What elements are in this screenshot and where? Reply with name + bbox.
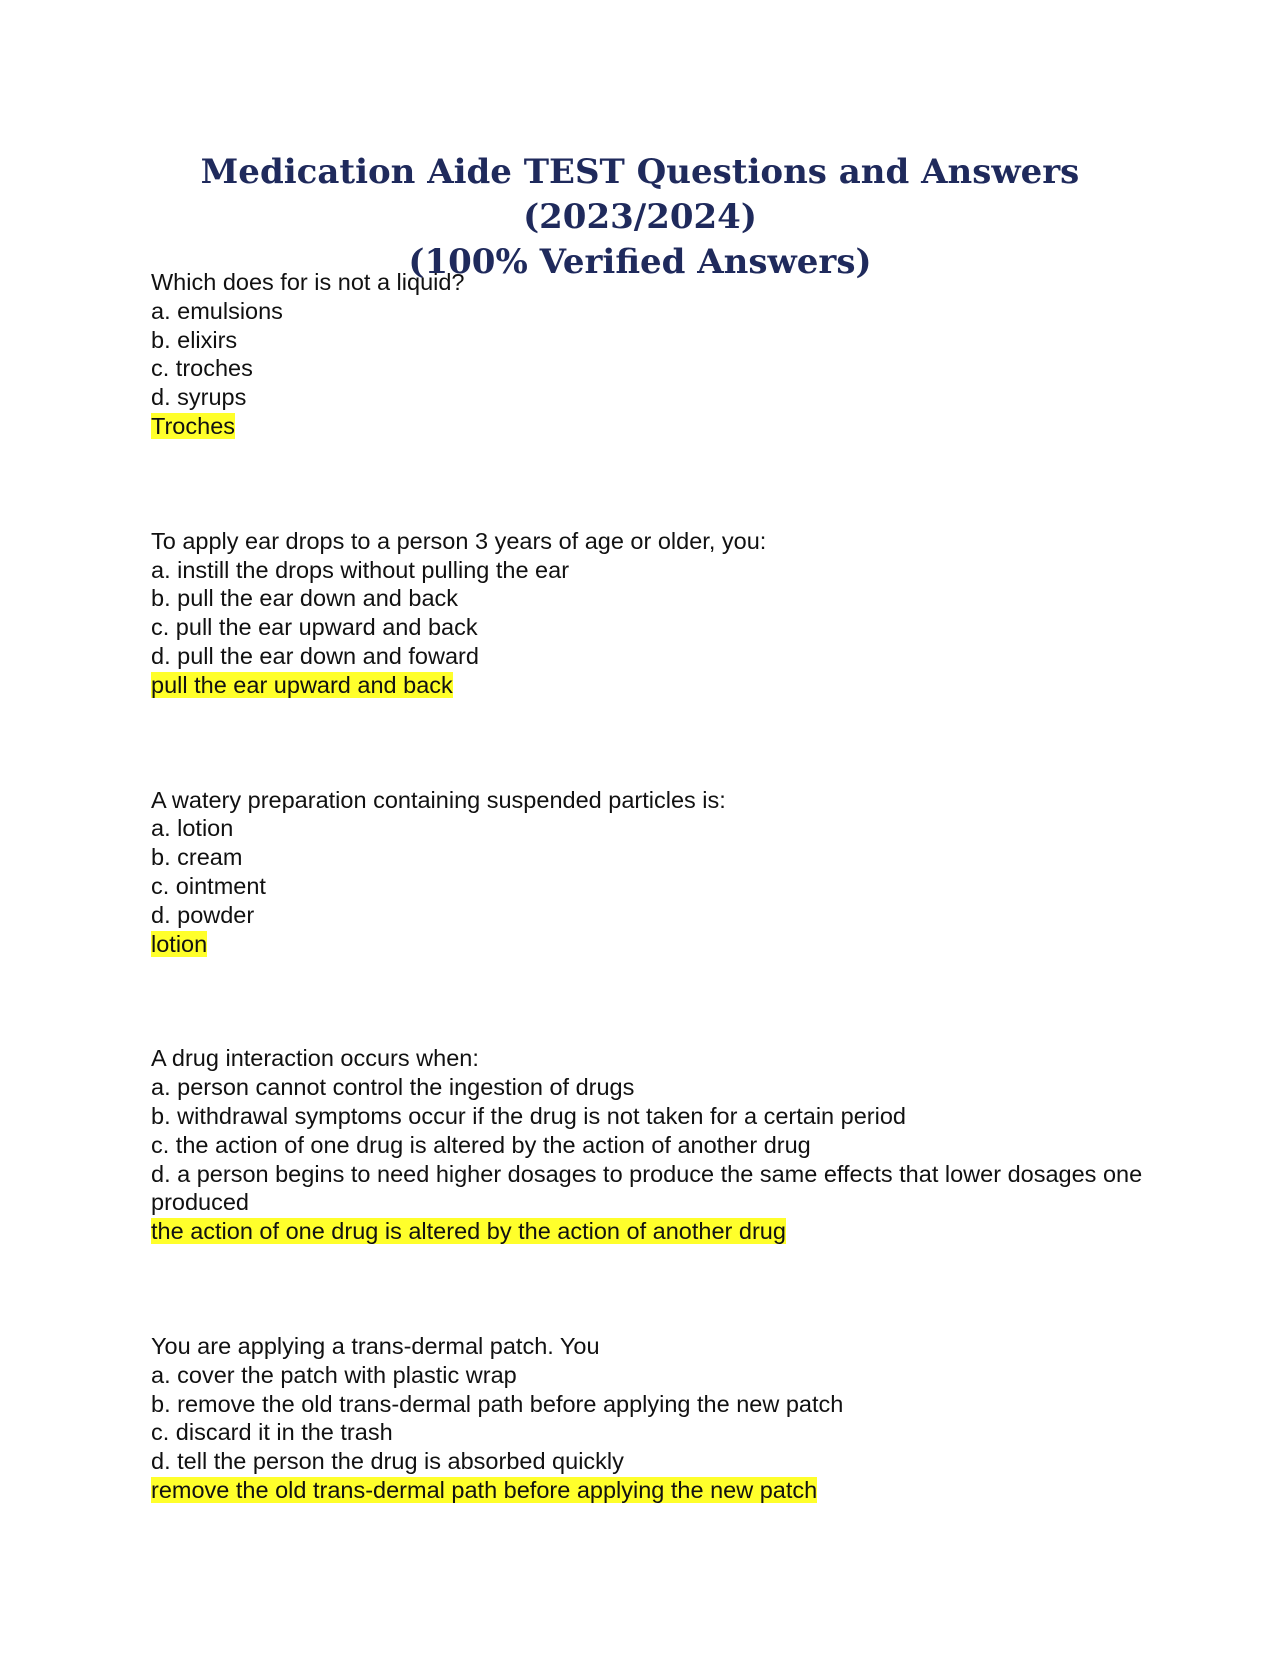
option-b: b. remove the old trans-dermal path before applying the new patch: [151, 1390, 844, 1417]
highlighted-answer: pull the ear upward and back: [151, 671, 453, 698]
option-c: c. ointment: [151, 872, 266, 899]
page-title: [100, 150, 1180, 285]
option-d: d. pull the ear down and foward: [151, 642, 479, 669]
option-a: a. instill the drops without pulling the ear: [151, 556, 570, 583]
question-prompt: You are applying a trans-dermal patch. You: [151, 1332, 600, 1359]
question-prompt: A watery preparation containing suspended particles is:: [151, 786, 726, 813]
question-block-1: [151, 268, 1151, 441]
option-a: a. emulsions: [151, 297, 283, 324]
question-prompt: Which does for is not a liquid?: [151, 269, 465, 295]
option-c: c. troches: [151, 355, 253, 382]
option-c: c. pull the ear upward and back: [151, 614, 478, 641]
option-b: b. pull the ear down and back: [151, 585, 459, 612]
option-a: a. cover the patch with plastic wrap: [151, 1361, 517, 1388]
highlighted-answer: the action of one drug is altered by the action of another drug: [151, 1218, 786, 1245]
highlighted-answer: Troches: [151, 412, 236, 439]
option-d: d. powder: [151, 901, 255, 928]
option-b: b. withdrawal symptoms occur if the drug is not taken for a certain period: [151, 1102, 906, 1129]
title-line-1: Medication Aide TEST Questions and Answers (2023/2024): [200, 152, 1080, 237]
option-c: c. discard it in the trash: [151, 1419, 393, 1446]
question-list: [151, 268, 1151, 1591]
highlighted-answer: lotion: [151, 930, 208, 957]
title-line-2: (100% Verified Answers): [408, 242, 872, 282]
option-b: b. elixirs: [151, 326, 238, 353]
question-block-3: [151, 786, 1151, 959]
highlighted-answer: remove the old trans-dermal path before applying the new patch: [151, 1476, 818, 1503]
option-c: c. the action of one drug is altered by the action of another drug: [151, 1131, 811, 1158]
option-b: b. cream: [151, 844, 243, 871]
option-d: d. a person begins to need higher dosages to produce the same effects that lower dosages one produced: [151, 1160, 1143, 1216]
question-block-4: [151, 1044, 1151, 1246]
question-prompt: To apply ear drops to a person 3 years of age or older, you:: [151, 527, 767, 554]
question-block-2: [151, 527, 1151, 700]
question-block-5: [151, 1332, 1151, 1505]
option-a: a. person cannot control the ingestion of drugs: [151, 1074, 635, 1101]
option-d: d. syrups: [151, 384, 247, 411]
option-a: a. lotion: [151, 815, 234, 842]
question-prompt: A drug interaction occurs when:: [151, 1045, 479, 1072]
option-d: d. tell the person the drug is absorbed quickly: [151, 1448, 624, 1475]
